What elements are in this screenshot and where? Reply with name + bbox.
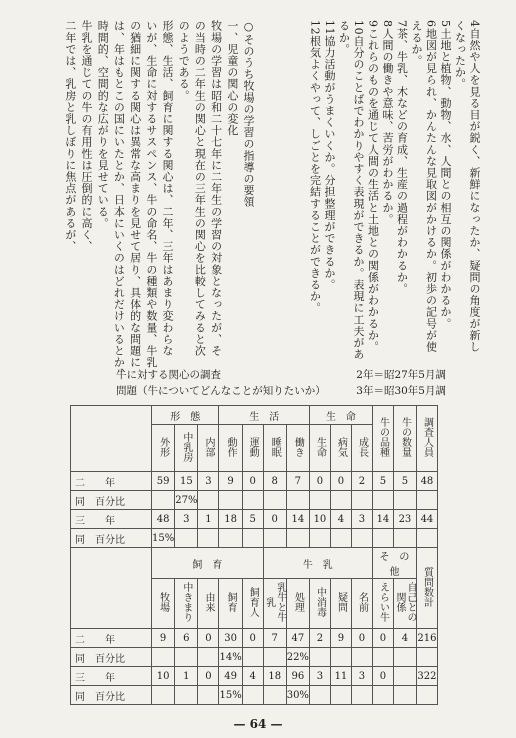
caption-title: 牛に対する関心の調査 bbox=[116, 369, 221, 381]
column-header bbox=[286, 579, 309, 629]
group-header: 生 活 bbox=[219, 406, 309, 425]
corner-cell bbox=[71, 548, 152, 629]
table-cell bbox=[263, 491, 286, 510]
column-header bbox=[393, 579, 416, 629]
table-cell: 10 bbox=[309, 510, 330, 529]
table-cell: 22% bbox=[286, 648, 309, 667]
header-text: 病気 bbox=[335, 436, 347, 457]
table-cell: 15% bbox=[152, 529, 175, 548]
header-text: 名前 bbox=[356, 592, 368, 612]
table-cell bbox=[242, 491, 263, 510]
table-row bbox=[71, 491, 438, 510]
text-column: ○そのうち牧場の学習の指導の要領 bbox=[242, 20, 255, 208]
table-cell: 15 bbox=[175, 472, 198, 491]
table-cell: 9 bbox=[152, 629, 175, 648]
header-text: 処理 bbox=[292, 592, 304, 612]
table-cell bbox=[263, 529, 286, 548]
table-cell: 30% bbox=[286, 686, 309, 705]
table-row bbox=[71, 648, 438, 667]
table-cell: 47 bbox=[286, 629, 309, 648]
text-column: 6地図が見られ、かんたんな見取図がかけるか。初歩の記号が使 bbox=[424, 20, 438, 353]
table-cell bbox=[198, 686, 219, 705]
caption-question: 問題（牛についてどんなことが知りたいか） bbox=[116, 385, 326, 397]
header-text: 自己との関係 bbox=[393, 582, 416, 622]
header-text: 由来 bbox=[202, 592, 214, 612]
table-cell bbox=[393, 648, 416, 667]
text-column: 4自然や人を見る目が鋭く、新鮮になったか、疑問の角度が新し bbox=[468, 20, 481, 353]
table-cell: 216 bbox=[416, 629, 437, 648]
table-cell bbox=[393, 667, 416, 686]
group-header: 生 命 bbox=[309, 406, 372, 425]
text-column: るか。 bbox=[337, 20, 351, 55]
table-row bbox=[71, 472, 438, 491]
table-cell: 0 bbox=[198, 667, 219, 686]
survey-caption bbox=[116, 367, 446, 399]
column-header bbox=[219, 579, 242, 629]
table-group-row bbox=[71, 406, 438, 425]
table-cell: 9 bbox=[219, 472, 242, 491]
table-cell: 3 bbox=[351, 667, 372, 686]
table-cell: 0 bbox=[351, 629, 372, 648]
column-header bbox=[198, 579, 219, 629]
cow-interest-table bbox=[70, 405, 438, 705]
table-cell bbox=[175, 686, 198, 705]
text-column: 牛乳を通じての牛の有用性は圧倒的に高く、 bbox=[80, 20, 93, 252]
text-column: 一、児童の関心の変化 bbox=[225, 20, 239, 136]
column-header bbox=[219, 425, 242, 472]
table-group-row bbox=[71, 548, 438, 579]
column-header bbox=[416, 406, 437, 472]
text-column: 時間的、空間的な広がりを見せている。 bbox=[96, 20, 110, 229]
column-header bbox=[175, 579, 198, 629]
text-column: いが、生命に対するサスペンス、牛の命名、牛の種類や数量、牛乳 bbox=[144, 20, 158, 368]
table-cell: 3 bbox=[309, 667, 330, 686]
table-cell bbox=[372, 686, 393, 705]
table-cell bbox=[330, 491, 351, 510]
row-label: 三 年 bbox=[71, 510, 152, 529]
table-cell: 0 bbox=[309, 472, 330, 491]
row-label: 同 百分比 bbox=[71, 529, 152, 548]
table-cell bbox=[372, 491, 393, 510]
table-cell: 11 bbox=[330, 667, 351, 686]
table-cell: 1 bbox=[175, 667, 198, 686]
table-cell bbox=[152, 648, 175, 667]
header-text: 飼育 bbox=[225, 592, 237, 612]
table-cell: 4 bbox=[242, 667, 263, 686]
table-cell: 59 bbox=[152, 472, 175, 491]
text-column: は、年はもとこの国にいたとか、日本にいくのはどれだけいるとか、 bbox=[112, 20, 126, 380]
column-header bbox=[286, 425, 309, 472]
row-label: 同 百分比 bbox=[71, 686, 152, 705]
table-row bbox=[71, 667, 438, 686]
table-cell bbox=[242, 648, 263, 667]
table-cell bbox=[286, 529, 309, 548]
text-column: の当時の二年生の関心と現在の三年生の関心を比較してみると次 bbox=[193, 20, 207, 357]
table-cell bbox=[351, 686, 372, 705]
header-text: えらい牛 bbox=[377, 582, 389, 622]
column-header bbox=[152, 425, 175, 472]
column-header bbox=[263, 425, 286, 472]
table-cell bbox=[416, 648, 437, 667]
table-cell bbox=[219, 491, 242, 510]
text-column: 二年では、乳房と乳しぼりに焦点があるが、 bbox=[63, 20, 77, 252]
table-cell bbox=[416, 491, 437, 510]
header-text: 内部 bbox=[202, 436, 214, 457]
table-cell bbox=[309, 529, 330, 548]
table-cell: 18 bbox=[263, 667, 286, 686]
text-column: 7茶、牛乳、木などの育成、生産の過程がわかるか。 bbox=[395, 20, 409, 295]
text-column: 12根気よくやって、しごとを完結することができるか。 bbox=[308, 20, 322, 314]
table-cell: 4 bbox=[393, 629, 416, 648]
text-column: 5土地と植物、動物、水、人間との相互の関係がわかるか。 bbox=[439, 20, 452, 330]
column-header bbox=[351, 579, 372, 629]
column-header bbox=[330, 579, 351, 629]
table-cell bbox=[351, 491, 372, 510]
caption-survey-2: 2年＝昭27年5月調 bbox=[356, 369, 446, 381]
corner-cell bbox=[71, 406, 152, 472]
caption-survey-3: 3年＝昭30年5月調 bbox=[356, 385, 446, 397]
row-label: 三 年 bbox=[71, 667, 152, 686]
column-header bbox=[175, 425, 198, 472]
column-header bbox=[198, 425, 219, 472]
group-header: 形 態 bbox=[152, 406, 219, 425]
header-text: 睡眠 bbox=[269, 436, 281, 457]
header-text: 牧場 bbox=[157, 592, 169, 612]
table-cell: 0 bbox=[242, 472, 263, 491]
header-text: 動作 bbox=[225, 436, 237, 457]
table-cell bbox=[330, 648, 351, 667]
column-header bbox=[330, 425, 351, 472]
table-cell bbox=[309, 686, 330, 705]
column-header bbox=[372, 406, 393, 472]
table-cell: 0 bbox=[372, 667, 393, 686]
header-text: 成長 bbox=[356, 436, 368, 457]
table-cell: 0 bbox=[198, 629, 219, 648]
header-text: 飼育人 bbox=[247, 587, 259, 617]
text-column: のようである。 bbox=[177, 20, 191, 102]
table-cell bbox=[393, 491, 416, 510]
table-cell: 14 bbox=[372, 510, 393, 529]
header-text: 牛の数量 bbox=[399, 417, 411, 457]
table-cell bbox=[416, 686, 437, 705]
column-header bbox=[351, 425, 372, 472]
table-cell bbox=[286, 491, 309, 510]
table-cell: 4 bbox=[330, 510, 351, 529]
table-cell bbox=[263, 686, 286, 705]
table-cell: 5 bbox=[372, 472, 393, 491]
table-cell bbox=[198, 491, 219, 510]
page-number: — 64 — bbox=[233, 717, 283, 731]
text-column: 8人間の働きや意味、苦労がわかるか。 bbox=[381, 20, 394, 225]
table-row bbox=[71, 510, 438, 529]
table-cell: 15% bbox=[219, 686, 242, 705]
header-text: 疑問 bbox=[335, 592, 347, 612]
table-cell: 30 bbox=[219, 629, 242, 648]
table-cell bbox=[393, 529, 416, 548]
header-text: 外形 bbox=[157, 436, 169, 457]
text-column: 牧場の学習は昭和二十七年に二年生の学習の対象となったが、そ bbox=[209, 20, 223, 357]
table-cell bbox=[198, 529, 219, 548]
column-header bbox=[416, 548, 437, 629]
table-cell: 3 bbox=[175, 510, 198, 529]
table-cell bbox=[330, 686, 351, 705]
table-cell: 2 bbox=[309, 629, 330, 648]
header-text: 牛の品種 bbox=[377, 417, 389, 457]
table-cell: 0 bbox=[263, 510, 286, 529]
table-cell: 9 bbox=[330, 629, 351, 648]
header-text: 中乳房 bbox=[180, 431, 192, 462]
table-row bbox=[71, 529, 438, 548]
text-column: の猶細に関する関心は異常な高まりを見せて居り、具体的な問題に bbox=[128, 20, 142, 368]
table-cell: 7 bbox=[286, 472, 309, 491]
table-cell: 48 bbox=[152, 510, 175, 529]
text-column: くなったか。 bbox=[453, 20, 467, 90]
column-header bbox=[263, 579, 286, 629]
table-cell bbox=[242, 529, 263, 548]
header-text: 運動 bbox=[247, 436, 259, 457]
table-row bbox=[71, 629, 438, 648]
table-cell: 5 bbox=[242, 510, 263, 529]
text-column: 形態、生活、飼育に関する関心は、二年、三年はあまり変わらな bbox=[161, 20, 174, 357]
row-label: 二 年 bbox=[71, 629, 152, 648]
table-cell: 0 bbox=[330, 472, 351, 491]
table-cell bbox=[175, 648, 198, 667]
table-cell: 2 bbox=[351, 472, 372, 491]
table-cell bbox=[152, 686, 175, 705]
table-cell: 3 bbox=[198, 472, 219, 491]
column-header bbox=[242, 425, 263, 472]
text-column: えるか。 bbox=[410, 20, 423, 67]
table-cell bbox=[152, 491, 175, 510]
header-text: 乳牛と牛乳 bbox=[263, 582, 286, 622]
group-header: そ の 他 bbox=[372, 548, 416, 579]
header-text: 働き bbox=[292, 436, 304, 457]
text-column: 9これらのものを通じて人間の生活と土地との関係がわかるか。 bbox=[366, 20, 380, 353]
table-cell: 3 bbox=[351, 510, 372, 529]
table-row bbox=[71, 686, 438, 705]
group-header: 飼 育 bbox=[152, 548, 264, 579]
table-cell: 23 bbox=[393, 510, 416, 529]
table-cell: 18 bbox=[219, 510, 242, 529]
table-cell bbox=[351, 529, 372, 548]
table-cell: 48 bbox=[416, 472, 437, 491]
table-cell: 96 bbox=[286, 667, 309, 686]
header-text: 質問数計 bbox=[421, 566, 433, 607]
table-cell: 14 bbox=[286, 510, 309, 529]
column-header bbox=[393, 406, 416, 472]
table-cell: 322 bbox=[416, 667, 437, 686]
header-text: 中きまり bbox=[180, 582, 192, 622]
table-cell bbox=[309, 648, 330, 667]
column-header bbox=[242, 579, 263, 629]
table-cell: 0 bbox=[242, 629, 263, 648]
table-cell bbox=[175, 529, 198, 548]
table-cell: 49 bbox=[219, 667, 242, 686]
group-header: 牛 乳 bbox=[263, 548, 372, 579]
table-cell bbox=[242, 686, 263, 705]
table-cell: 0 bbox=[372, 629, 393, 648]
table-cell: 7 bbox=[263, 629, 286, 648]
table-cell bbox=[198, 648, 219, 667]
table-cell bbox=[330, 529, 351, 548]
table-cell: 5 bbox=[393, 472, 416, 491]
table-cell bbox=[263, 648, 286, 667]
table-cell: 44 bbox=[416, 510, 437, 529]
header-text: 生命 bbox=[314, 436, 326, 457]
table-cell bbox=[416, 529, 437, 548]
text-column: 10自分のことばでわかりやすく表現ができるか。表現に工夫があ bbox=[352, 20, 365, 360]
table-cell bbox=[372, 648, 393, 667]
column-header bbox=[309, 425, 330, 472]
table-cell: 6 bbox=[175, 629, 198, 648]
table-cell: 14% bbox=[219, 648, 242, 667]
column-header bbox=[372, 579, 393, 629]
table-cell: 1 bbox=[198, 510, 219, 529]
table-cell bbox=[372, 529, 393, 548]
column-header bbox=[309, 579, 330, 629]
header-text: 調査人員 bbox=[421, 417, 433, 457]
table-cell bbox=[351, 648, 372, 667]
column-header bbox=[152, 579, 175, 629]
table-cell: 10 bbox=[152, 667, 175, 686]
table-cell bbox=[309, 491, 330, 510]
table-cell bbox=[219, 529, 242, 548]
row-label: 同 百分比 bbox=[71, 648, 152, 667]
table-cell bbox=[393, 686, 416, 705]
row-label: 二 年 bbox=[71, 472, 152, 491]
table-cell: 8 bbox=[263, 472, 286, 491]
table-cell: 27% bbox=[175, 491, 198, 510]
row-label: 同 百分比 bbox=[71, 491, 152, 510]
header-text: 中消毒 bbox=[314, 587, 326, 617]
text-column: 11協力活動がうまくいくか。分担整理ができるか。 bbox=[323, 20, 336, 291]
